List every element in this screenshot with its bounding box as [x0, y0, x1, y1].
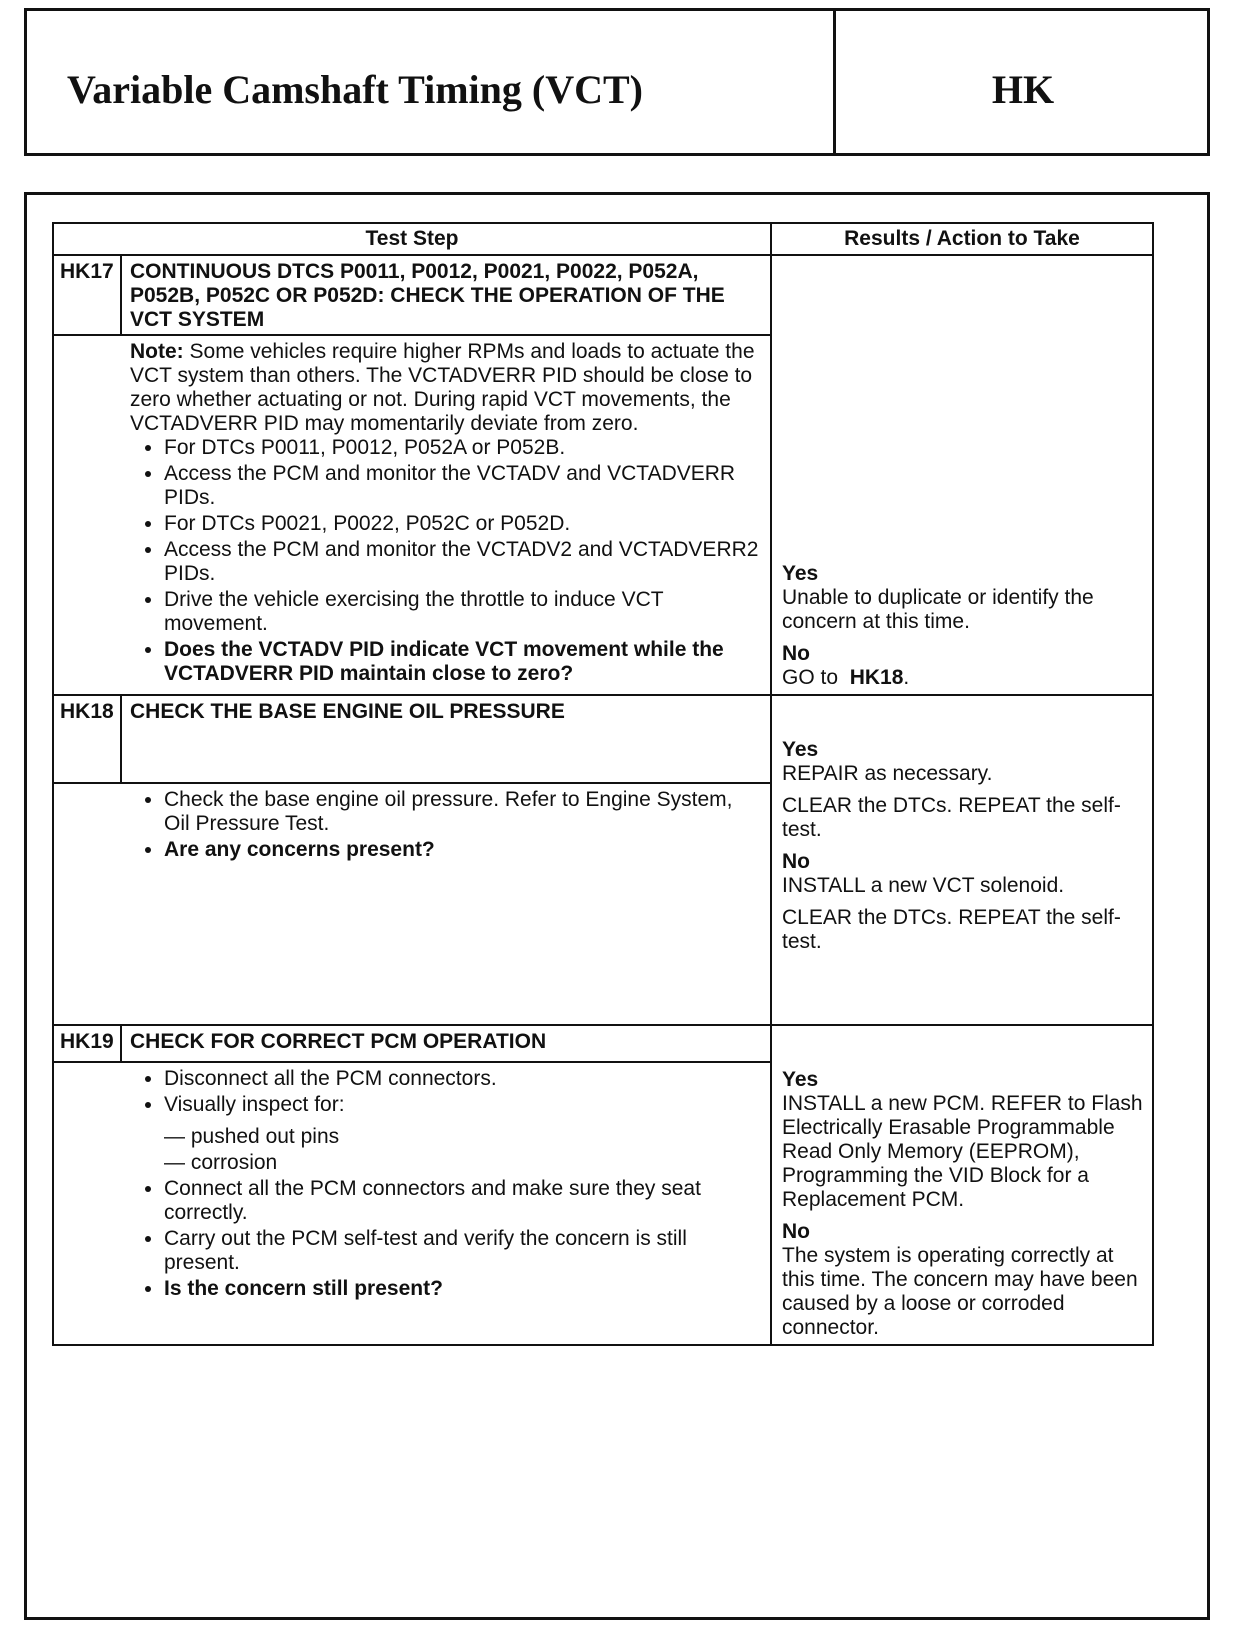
list-item: • For DTCs P0011, P0012, P052A or P052B.	[164, 436, 762, 460]
hk19-dash-list	[130, 1125, 762, 1175]
hk17-note: Note: Some vehicles require higher RPMs and loads to actuate the VCT system than others. The VCTADVERR PID should be close to zero whether actuating or not. During rapid VCT movements, the VCTADVERR PID may momentarily deviate from zero.	[130, 340, 755, 435]
hk18-title: CHECK THE BASE ENGINE OIL PRESSURE	[121, 695, 771, 783]
hk17-no-label: No	[782, 642, 810, 665]
hk19-bullets	[130, 1067, 762, 1117]
hk19-code: HK19	[53, 1025, 121, 1062]
hk18-code: HK18	[53, 695, 121, 783]
hk18-no-label: No	[782, 850, 810, 873]
list-item: • Connect all the PCM connectors and make sure they seat correctly.	[164, 1177, 762, 1225]
hk19-no-label: No	[782, 1220, 810, 1243]
hk17-question: • Does the VCTADV PID indicate VCT movement while the VCTADVERR PID maintain close to zero?	[164, 638, 762, 686]
hk18-yes-text2: CLEAR the DTCs. REPEAT the self-test.	[782, 794, 1121, 841]
list-item: — pushed out pins	[164, 1125, 762, 1149]
list-item: • Check the base engine oil pressure. Refer to Engine System, Oil Pressure Test.	[164, 788, 762, 836]
list-item: • Carry out the PCM self-test and verify the concern is still present.	[164, 1227, 762, 1275]
hk19-yes-text: INSTALL a new PCM. REFER to Flash Electrically Erasable Programmable Read Only Memory (EEPROM), Programming the VID Block for a Replacement PCM.	[782, 1092, 1143, 1211]
table-header-row	[53, 223, 1153, 255]
list-item: • Access the PCM and monitor the VCTADV2 and VCTADVERR2 PIDs.	[164, 538, 762, 586]
section-code: HK	[991, 67, 1055, 112]
hk17-bullets	[130, 436, 762, 686]
hk17-code: HK17	[53, 255, 121, 335]
hk17-no-text: GO to HK18.	[782, 666, 910, 689]
list-item: • For DTCs P0021, P0022, P052C or P052D.	[164, 512, 762, 536]
page-title: Variable Camshaft Timing (VCT)	[67, 67, 643, 112]
hk19-title-row	[53, 1025, 1153, 1062]
header-box	[24, 8, 1210, 156]
hk18-yes-label: Yes	[782, 738, 819, 761]
list-item: • Drive the vehicle exercising the throttle to induce VCT movement.	[164, 588, 762, 636]
hk19-bullets-2	[130, 1177, 762, 1301]
hk18-title-row	[53, 695, 1153, 783]
hk18-bullets	[130, 788, 762, 862]
list-item: • Disconnect all the PCM connectors.	[164, 1067, 762, 1091]
hk17-title: CONTINUOUS DTCS P0011, P0012, P0021, P0022, P052A, P052B, P052C OR P052D: CHECK THE OPERATION OF THE VCT SYSTEM	[121, 255, 771, 335]
test-step-table	[52, 222, 1154, 1346]
hk17-yes-text: Unable to duplicate or identify the concern at this time.	[782, 586, 1094, 633]
hk18-no-text1: INSTALL a new VCT solenoid.	[782, 874, 1065, 897]
hk19-question: • Is the concern still present?	[164, 1277, 762, 1301]
hk17-results	[771, 255, 1153, 695]
hk17-title-row	[53, 255, 1153, 335]
list-item: • Access the PCM and monitor the VCTADV and VCTADVERR PIDs.	[164, 462, 762, 510]
list-item: — corrosion	[164, 1151, 762, 1175]
hk19-title: CHECK FOR CORRECT PCM OPERATION	[121, 1025, 771, 1062]
hk18-no-text2: CLEAR the DTCs. REPEAT the self-test.	[782, 906, 1121, 953]
hk18-results	[771, 695, 1153, 1025]
hk18-yes-text1: REPAIR as necessary.	[782, 762, 993, 785]
hk17-yes-label: Yes	[782, 562, 819, 585]
list-item: • Visually inspect for:	[164, 1093, 762, 1117]
col-results: Results / Action to Take	[771, 223, 1153, 255]
hk19-body	[53, 1062, 771, 1345]
hk18-question: • Are any concerns present?	[164, 838, 762, 862]
hk19-yes-label: Yes	[782, 1068, 819, 1091]
hk18-body	[53, 783, 771, 1025]
hk19-results	[771, 1025, 1153, 1345]
hk19-no-text: The system is operating correctly at this time. The concern may have been caused by a loose or corroded connector.	[782, 1244, 1138, 1339]
hk17-body	[53, 335, 771, 695]
col-test-step: Test Step	[53, 223, 771, 255]
